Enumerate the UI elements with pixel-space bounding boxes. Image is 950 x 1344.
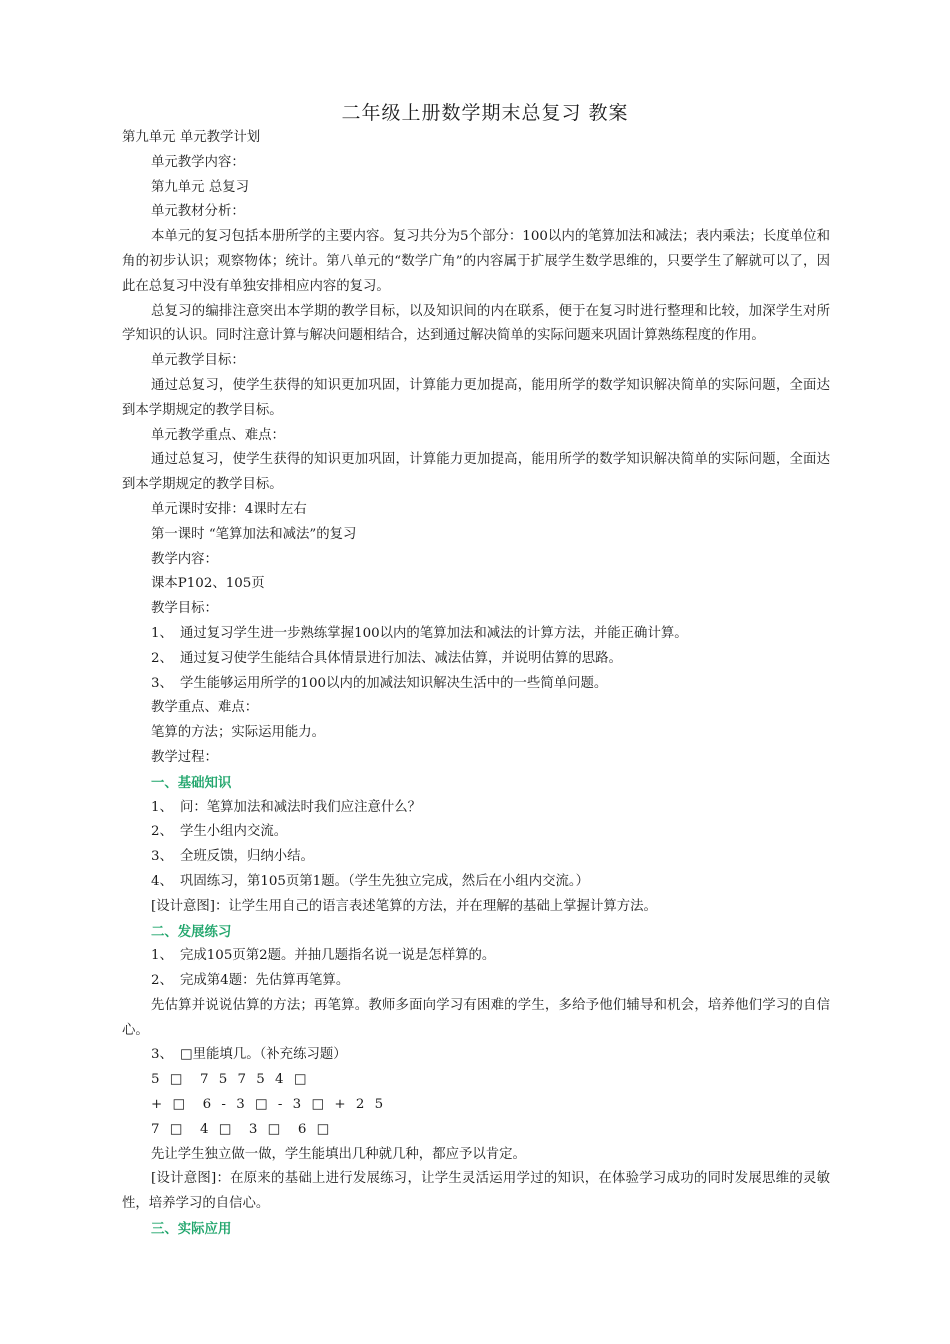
independent-text: 先让学生独立做一做，学生能填出几种就几种，都应予以肯定。 [151, 1146, 526, 1162]
analysis-paragraph-1: 本单元的复习包括本册所学的主要内容。复习共分为5个部分：100以内的笔算加法和减法；表内乘法；长度单位和角的初步认识；观察物体；统计。第八单元的“数学广角”的内容属于扩展学生数学思维的，只要学生了解就可以了，因此在总复习中没有单独安排相应内容的复习。 [122, 229, 830, 294]
fill-box-row: 7 □ 4 □ 3 □ 6 □ [151, 1121, 333, 1137]
development-item: 2、 完成第4题：先估算再笔算。 [151, 973, 350, 989]
design-intent-1: [设计意图]：让学生用自己的语言表述笔算的方法，并在理解的基础上掌握计算方法。 [151, 898, 657, 914]
basic-item: 1、 问：笔算加法和减法时我们应注意什么？ [151, 799, 422, 815]
section-heading-development: 二、发展练习 [151, 923, 232, 940]
unit-key-text: 通过总复习，使学生获得的知识更加巩固，计算能力更加提高，能用所学的数学知识解决简单的实际问题，全面达到本学期规定的教学目标。 [122, 452, 830, 493]
fill-box-row: 5 □ 7 5 7 5 4 □ [151, 1072, 310, 1088]
teaching-objective-label: 教学目标： [151, 601, 218, 617]
teaching-content-label: 教学内容： [151, 551, 218, 567]
objective-item: 3、 学生能够运用所学的100以内的加减法知识解决生活中的一些简单问题。 [151, 675, 608, 691]
lesson-1-title: 第一课时 “笔算加法和减法”的复习 [151, 526, 357, 542]
unit-key-label: 单元教学重点、难点： [151, 427, 285, 443]
fill-box-row: + □ 6 - 3 □ - 3 □ + 2 5 [151, 1097, 387, 1113]
basic-item: 2、 学生小组内交流。 [151, 824, 288, 840]
estimate-paragraph: 先估算并说说估算的方法；再笔算。教师多面向学习有困难的学生，多给予他们辅导和机会，培养他们学习的自信心。 [122, 997, 830, 1038]
development-item: 1、 完成105页第2题。并抽几题指名说一说是怎样算的。 [151, 948, 496, 964]
unit-plan-heading: 第九单元 单元教学计划 [122, 130, 261, 145]
unit-schedule: 单元课时安排：4课时左右 [151, 501, 307, 517]
basic-item: 3、 全班反馈，归纳小结。 [151, 849, 314, 865]
process-label: 教学过程： [151, 749, 218, 765]
objective-item: 1、 通过复习学生进一步熟练掌握100以内的笔算加法和减法的计算方法，并能正确计算。 [151, 625, 688, 641]
section-heading-application: 三、实际应用 [151, 1221, 232, 1238]
design-intent-2: [设计意图]：在原来的基础上进行发展练习，让学生灵活运用学过的知识，在体验学习成功的同时发展思维的灵敏性，培养学习的自信心。 [122, 1171, 830, 1212]
unit-content-label: 单元教学内容： [151, 154, 245, 170]
basic-item: 4、 巩固练习，第105页第1题。（学生先独立完成，然后在小组内交流。） [151, 873, 590, 889]
section-heading-basic: 一、基础知识 [151, 774, 232, 791]
unit-goal-label: 单元教学目标： [151, 353, 245, 369]
document-body [122, 126, 830, 1242]
development-item: 3、 □里能填几。（补充练习题） [151, 1047, 347, 1063]
analysis-paragraph-2: 总复习的编排注意突出本学期的教学目标，以及知识间的内在联系，便于在复习时进行整理和比较，加深学生对所学知识的认识。同时注意计算与解决问题相结合，达到通过解决简单的实际问题来巩固计算熟练程度的作用。 [122, 303, 830, 344]
document-title: 二年级上册数学期末总复习 教案 [341, 102, 629, 124]
objective-item: 2、 通过复习使学生能结合具体情景进行加法、减法估算，并说明估算的思路。 [151, 650, 622, 666]
difficulty-text: 笔算的方法；实际运用能力。 [151, 725, 326, 741]
teaching-content-text: 课本P102、105页 [151, 576, 265, 592]
unit-goal-text: 通过总复习，使学生获得的知识更加巩固，计算能力更加提高，能用所学的数学知识解决简单的实际问题，全面达到本学期规定的教学目标。 [122, 377, 830, 418]
difficulty-label: 教学重点、难点： [151, 700, 259, 716]
unit-analysis-label: 单元教材分析： [151, 204, 245, 220]
unit-name: 第九单元 总复习 [151, 179, 249, 195]
